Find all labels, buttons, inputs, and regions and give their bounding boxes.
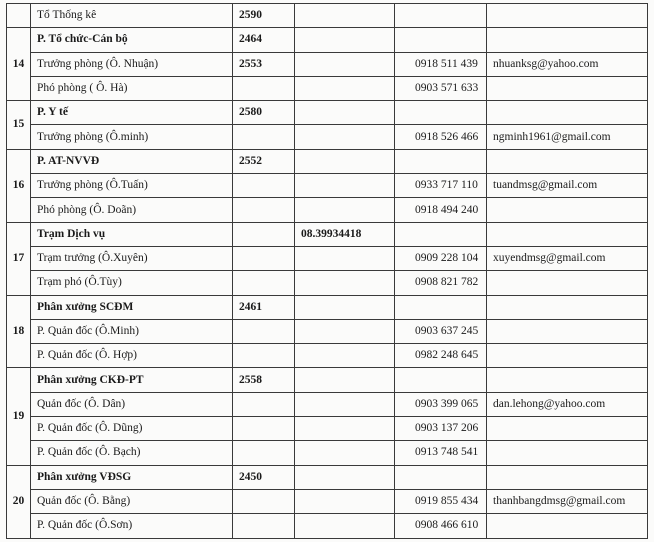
office-phone bbox=[295, 344, 395, 368]
row-number: 19 bbox=[7, 368, 31, 465]
person-name: Trạm trưởng (Ô.Xuyên) bbox=[31, 246, 233, 270]
extension-number bbox=[233, 344, 295, 368]
department-name: P. Tổ chức-Cán bộ bbox=[31, 28, 233, 52]
office-phone: 08.39934418 bbox=[295, 222, 395, 246]
table-row bbox=[7, 4, 648, 28]
row-number: 16 bbox=[7, 149, 31, 222]
extension-number: 2450 bbox=[233, 465, 295, 489]
email-address bbox=[487, 417, 648, 441]
table-row bbox=[7, 174, 648, 198]
person-name: P. Quản đốc (Ô.Sơn) bbox=[31, 514, 233, 538]
email-address: nhuanksg@yahoo.com bbox=[487, 52, 648, 76]
mobile-phone: 0982 248 645 bbox=[395, 344, 487, 368]
row-number: 15 bbox=[7, 101, 31, 150]
extension-number: 2464 bbox=[233, 28, 295, 52]
mobile-phone bbox=[395, 295, 487, 319]
extension-number bbox=[233, 246, 295, 270]
office-phone bbox=[295, 465, 395, 489]
email-address bbox=[487, 441, 648, 465]
person-name: P. Quản đốc (Ô. Hợp) bbox=[31, 344, 233, 368]
department-row bbox=[7, 465, 648, 489]
table-row bbox=[7, 344, 648, 368]
email-address bbox=[487, 101, 648, 125]
extension-number bbox=[233, 514, 295, 538]
row-number: 18 bbox=[7, 295, 31, 368]
office-phone bbox=[295, 441, 395, 465]
person-name: Phó phòng (Ô. Doãn) bbox=[31, 198, 233, 222]
department-name: Phân xưởng CKĐ-PT bbox=[31, 368, 233, 392]
email-address bbox=[487, 295, 648, 319]
mobile-phone: 0903 399 065 bbox=[395, 392, 487, 416]
office-phone bbox=[295, 489, 395, 513]
extension-number: 2558 bbox=[233, 368, 295, 392]
mobile-phone bbox=[395, 149, 487, 173]
office-phone bbox=[295, 417, 395, 441]
department-row bbox=[7, 28, 648, 52]
email-address bbox=[487, 465, 648, 489]
table-row bbox=[7, 441, 648, 465]
directory-body bbox=[7, 4, 648, 539]
mobile-phone bbox=[395, 4, 487, 28]
row-number bbox=[7, 4, 31, 28]
office-phone bbox=[295, 368, 395, 392]
mobile-phone: 0918 526 466 bbox=[395, 125, 487, 149]
extension-number bbox=[233, 125, 295, 149]
table-row bbox=[7, 489, 648, 513]
table-row bbox=[7, 198, 648, 222]
office-phone bbox=[295, 52, 395, 76]
email-address: xuyendmsg@gmail.com bbox=[487, 246, 648, 270]
email-address: dan.lehong@yahoo.com bbox=[487, 392, 648, 416]
office-phone bbox=[295, 271, 395, 295]
extension-number bbox=[233, 174, 295, 198]
email-address bbox=[487, 4, 648, 28]
person-name: Tổ Thống kê bbox=[31, 4, 233, 28]
office-phone bbox=[295, 125, 395, 149]
email-address: thanhbangdmsg@gmail.com bbox=[487, 489, 648, 513]
person-name: P. Quản đốc (Ô.Minh) bbox=[31, 319, 233, 343]
mobile-phone bbox=[395, 368, 487, 392]
mobile-phone: 0903 571 633 bbox=[395, 76, 487, 100]
department-row bbox=[7, 295, 648, 319]
table-row bbox=[7, 514, 648, 538]
extension-number bbox=[233, 222, 295, 246]
person-name: Quản đốc (Ô. Bằng) bbox=[31, 489, 233, 513]
email-address bbox=[487, 149, 648, 173]
table-row bbox=[7, 125, 648, 149]
email-address bbox=[487, 222, 648, 246]
extension-number bbox=[233, 392, 295, 416]
table-row bbox=[7, 271, 648, 295]
extension-number bbox=[233, 417, 295, 441]
person-name: Quản đốc (Ô. Dân) bbox=[31, 392, 233, 416]
extension-number: 2461 bbox=[233, 295, 295, 319]
email-address bbox=[487, 319, 648, 343]
person-name: Trưởng phòng (Ô.Tuấn) bbox=[31, 174, 233, 198]
office-phone bbox=[295, 4, 395, 28]
person-name: Trạm phó (Ô.Tùy) bbox=[31, 271, 233, 295]
mobile-phone: 0903 637 245 bbox=[395, 319, 487, 343]
row-number: 14 bbox=[7, 28, 31, 101]
office-phone bbox=[295, 514, 395, 538]
office-phone bbox=[295, 149, 395, 173]
email-address: tuandmsg@gmail.com bbox=[487, 174, 648, 198]
mobile-phone: 0903 137 206 bbox=[395, 417, 487, 441]
person-name: Trưởng phòng (Ô. Nhuận) bbox=[31, 52, 233, 76]
mobile-phone: 0933 717 110 bbox=[395, 174, 487, 198]
office-phone bbox=[295, 319, 395, 343]
email-address bbox=[487, 76, 648, 100]
table-row bbox=[7, 319, 648, 343]
table-row bbox=[7, 417, 648, 441]
department-name: Phân xưởng SCĐM bbox=[31, 295, 233, 319]
office-phone bbox=[295, 101, 395, 125]
office-phone bbox=[295, 295, 395, 319]
extension-number: 2552 bbox=[233, 149, 295, 173]
person-name: Phó phòng ( Ô. Hà) bbox=[31, 76, 233, 100]
table-row bbox=[7, 246, 648, 270]
email-address bbox=[487, 344, 648, 368]
table-row bbox=[7, 76, 648, 100]
table-row bbox=[7, 392, 648, 416]
office-phone bbox=[295, 76, 395, 100]
department-row bbox=[7, 149, 648, 173]
extension-number bbox=[233, 319, 295, 343]
email-address bbox=[487, 514, 648, 538]
mobile-phone: 0918 494 240 bbox=[395, 198, 487, 222]
office-phone bbox=[295, 198, 395, 222]
row-number: 17 bbox=[7, 222, 31, 295]
department-name: Phân xưởng VĐSG bbox=[31, 465, 233, 489]
department-name: P. AT-NVVĐ bbox=[31, 149, 233, 173]
extension-number: 2553 bbox=[233, 52, 295, 76]
mobile-phone: 0913 748 541 bbox=[395, 441, 487, 465]
extension-number: 2590 bbox=[233, 4, 295, 28]
office-phone bbox=[295, 174, 395, 198]
row-number: 20 bbox=[7, 465, 31, 538]
department-row bbox=[7, 368, 648, 392]
mobile-phone: 0918 511 439 bbox=[395, 52, 487, 76]
department-name: P. Y tế bbox=[31, 101, 233, 125]
mobile-phone bbox=[395, 101, 487, 125]
mobile-phone: 0909 228 104 bbox=[395, 246, 487, 270]
email-address bbox=[487, 28, 648, 52]
extension-number bbox=[233, 489, 295, 513]
mobile-phone bbox=[395, 222, 487, 246]
mobile-phone: 0908 821 782 bbox=[395, 271, 487, 295]
office-phone bbox=[295, 28, 395, 52]
mobile-phone bbox=[395, 28, 487, 52]
extension-number bbox=[233, 198, 295, 222]
email-address bbox=[487, 368, 648, 392]
extension-number bbox=[233, 271, 295, 295]
extension-number bbox=[233, 76, 295, 100]
department-row bbox=[7, 222, 648, 246]
email-address: ngminh1961@gmail.com bbox=[487, 125, 648, 149]
person-name: Trưởng phòng (Ô.minh) bbox=[31, 125, 233, 149]
table-row bbox=[7, 52, 648, 76]
office-phone bbox=[295, 246, 395, 270]
email-address bbox=[487, 198, 648, 222]
mobile-phone bbox=[395, 465, 487, 489]
phone-directory-table bbox=[6, 3, 648, 539]
extension-number: 2580 bbox=[233, 101, 295, 125]
department-name: Trạm Dịch vụ bbox=[31, 222, 233, 246]
person-name: P. Quản đốc (Ô. Bạch) bbox=[31, 441, 233, 465]
person-name: P. Quản đốc (Ô. Dũng) bbox=[31, 417, 233, 441]
mobile-phone: 0919 855 434 bbox=[395, 489, 487, 513]
mobile-phone: 0908 466 610 bbox=[395, 514, 487, 538]
extension-number bbox=[233, 441, 295, 465]
department-row bbox=[7, 101, 648, 125]
office-phone bbox=[295, 392, 395, 416]
email-address bbox=[487, 271, 648, 295]
